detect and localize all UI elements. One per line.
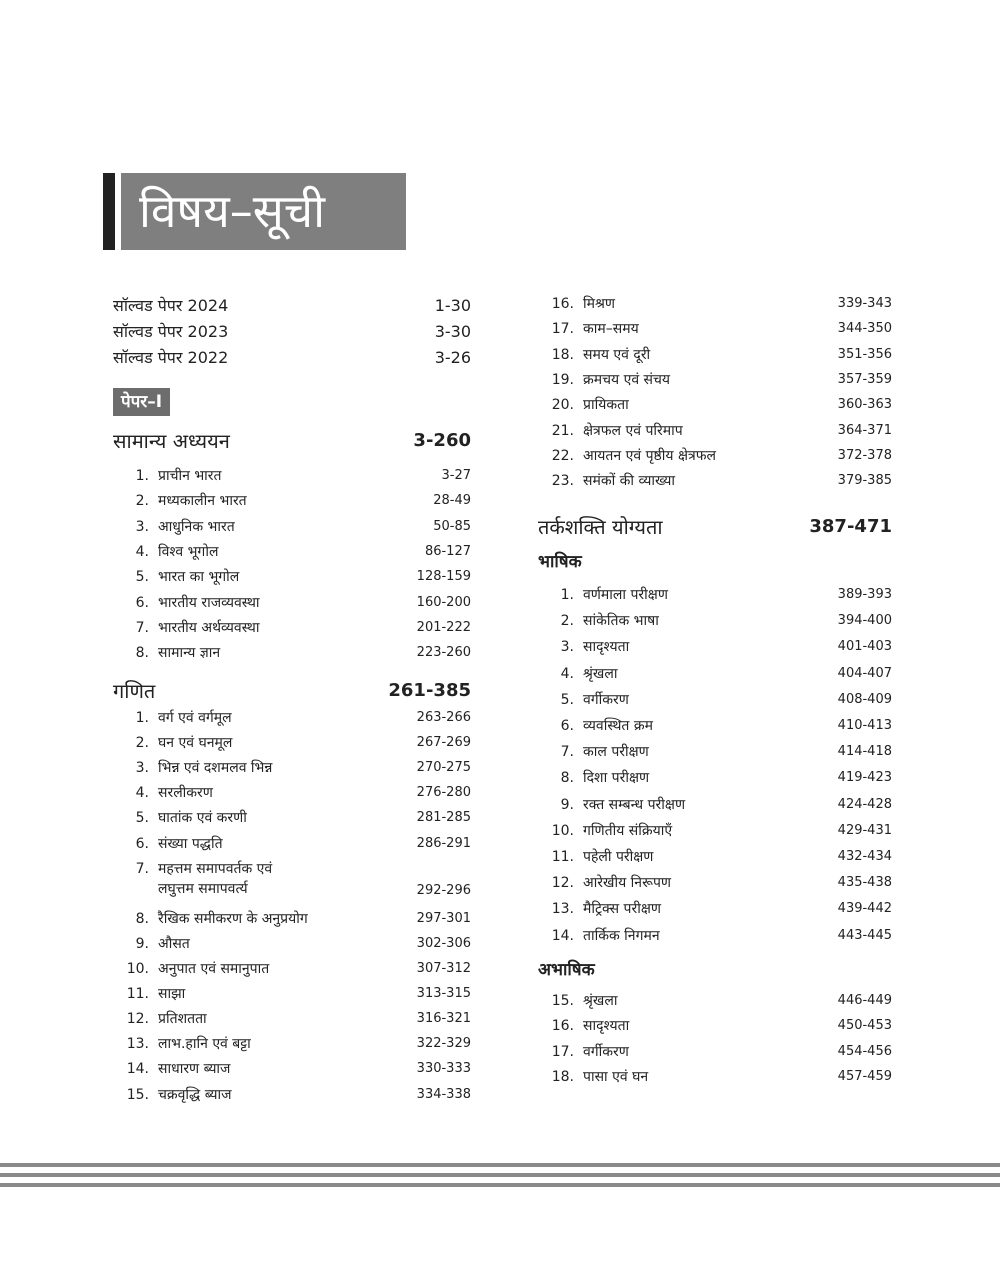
entry-number: 10. [551, 822, 574, 839]
toc-entry[interactable] [538, 469, 892, 493]
solved-paper-row[interactable] [113, 345, 471, 371]
toc-entry[interactable] [538, 419, 892, 443]
entry-label: भारत का भूगोल [158, 569, 240, 586]
solved-paper-label: सॉल्वड पेपर 2024 [113, 296, 229, 315]
entry-number: 15. [126, 1086, 149, 1103]
entry-number: 12. [126, 1011, 149, 1028]
toc-entry[interactable] [538, 793, 892, 817]
entry-number: 7. [135, 619, 149, 636]
toc-entry[interactable] [538, 1014, 892, 1038]
solved-paper-label: सॉल्वड पेपर 2023 [113, 322, 229, 341]
toc-entry[interactable] [113, 982, 471, 1006]
entry-label: रक्त सम्बन्ध परीक्षण [583, 796, 686, 813]
entry-label: वर्गीकरण [583, 1043, 629, 1060]
entry-pages: 292-296 [416, 882, 471, 898]
entry-number: 4. [135, 543, 149, 560]
toc-entry[interactable] [113, 806, 471, 830]
entry-pages: 443-445 [837, 927, 892, 943]
entry-number: 19. [551, 371, 574, 388]
entry-pages: 316-321 [416, 1011, 471, 1027]
entry-number: 16. [551, 1018, 574, 1035]
section-heading-maths[interactable] [113, 676, 471, 706]
entry-label-line: लघुत्तम समापवर्त्य [158, 880, 248, 897]
entry-number: 13. [551, 901, 574, 918]
entry-number: 4. [560, 665, 574, 682]
toc-entry[interactable] [538, 714, 892, 738]
entry-pages: 408-409 [837, 691, 892, 707]
solved-paper-label: सॉल्वड पेपर 2022 [113, 348, 229, 367]
entry-label: वर्गीकरण [583, 691, 629, 708]
toc-entry[interactable] [538, 897, 892, 921]
entry-label: संख्या पद्धति [158, 835, 223, 852]
paper-badge: पेपर–I [113, 388, 170, 416]
toc-entry[interactable] [538, 343, 892, 367]
entry-label: गणितीय संक्रियाएँ [583, 822, 673, 839]
page-title: विषय–सूची [121, 173, 406, 250]
entry-label: श्रृंखला [583, 993, 618, 1009]
entry-label: तार्किक निगमन [583, 927, 660, 944]
entry-number: 7. [135, 860, 149, 877]
entry-pages: 450-453 [837, 1018, 892, 1034]
entry-label: भारतीय राजव्यवस्था [158, 594, 260, 611]
entry-pages: 339-343 [837, 296, 892, 311]
entry-number: 3. [135, 518, 149, 535]
entry-number: 20. [551, 397, 574, 414]
entry-label: वर्ग एवं वर्गमूल [158, 710, 232, 726]
entry-number: 1. [135, 468, 149, 484]
entry-label: वर्णमाला परीक्षण [583, 587, 668, 603]
entry-label: साधारण ब्याज [158, 1061, 231, 1078]
toc-entry[interactable] [113, 706, 471, 730]
section-pages: 261-385 [388, 680, 471, 701]
entry-pages: 50-85 [433, 518, 471, 534]
entry-pages: 86-127 [424, 543, 471, 559]
entry-pages: 429-431 [837, 822, 892, 838]
entry-pages: 3-27 [441, 468, 471, 483]
entry-pages: 439-442 [837, 901, 892, 917]
entry-label: साझा [158, 986, 186, 1003]
entry-number: 6. [560, 718, 574, 734]
entry-label: प्राचीन भारत [158, 468, 222, 484]
toc-entry[interactable] [113, 832, 471, 856]
entry-pages: 201-222 [416, 619, 471, 635]
toc-entry[interactable] [538, 393, 892, 417]
entry-label: काम–समय [583, 321, 639, 338]
toc-entry[interactable] [538, 1065, 892, 1089]
entry-pages: 454-456 [837, 1043, 892, 1059]
entry-number: 10. [126, 961, 149, 977]
entry-pages: 419-423 [837, 770, 892, 786]
toc-entry[interactable] [113, 464, 471, 488]
entry-label: मिश्रण [583, 296, 616, 312]
entry-label: चक्रवृद्धि ब्याज [158, 1086, 232, 1103]
entry-pages: 286-291 [416, 835, 471, 851]
entry-label: मैट्रिक्स परीक्षण [583, 901, 661, 918]
entry-pages: 364-371 [837, 422, 892, 438]
toc-entry[interactable] [113, 1057, 471, 1081]
entry-label: मध्यकालीन भारत [158, 493, 247, 510]
toc-entry[interactable] [113, 781, 471, 805]
entry-label: औसत [158, 935, 190, 952]
toc-entry[interactable] [538, 740, 892, 764]
section-title: सामान्य अध्ययन [113, 429, 230, 453]
toc-entry[interactable] [113, 641, 471, 665]
toc-entry[interactable] [538, 766, 892, 790]
toc-entry[interactable] [538, 924, 892, 948]
section-title: तर्कशक्ति योग्यता [538, 515, 663, 539]
entry-label: घातांक एवं करणी [158, 810, 247, 827]
entry-number: 8. [135, 910, 149, 927]
entry-label: रैखिक समीकरण के अनुप्रयोग [158, 910, 308, 927]
toc-entry[interactable] [113, 515, 471, 539]
entry-pages: 389-393 [837, 587, 892, 602]
toc-entry[interactable] [538, 871, 892, 895]
toc-entry[interactable] [538, 819, 892, 843]
entry-label: क्षेत्रफल एवं परिमाप [583, 422, 683, 439]
entry-pages: 401-403 [837, 639, 892, 655]
entry-number: 16. [551, 296, 574, 312]
entry-number: 14. [126, 1061, 149, 1078]
entry-label: भिन्न एवं दशमलव भिन्न [158, 760, 273, 777]
entry-label: क्रमचय एवं संचय [583, 371, 671, 388]
toc-entry[interactable] [113, 489, 471, 513]
toc-entry[interactable] [113, 591, 471, 615]
entry-pages: 276-280 [416, 785, 471, 801]
toc-entry[interactable] [538, 583, 892, 607]
entry-pages: 357-359 [837, 371, 892, 387]
toc-entry[interactable] [113, 1007, 471, 1031]
entry-pages: 307-312 [416, 961, 471, 976]
entry-label: आयतन एवं पृष्ठीय क्षेत्रफल [583, 447, 717, 464]
solved-paper-pages: 3-30 [434, 322, 471, 341]
entry-number: 2. [135, 493, 149, 510]
entry-pages: 128-159 [416, 569, 471, 585]
toc-entry[interactable] [538, 609, 892, 633]
entry-number: 22. [551, 447, 574, 464]
subsection-title-nonverbal: अभाषिक [538, 960, 595, 980]
solved-paper-pages: 3-26 [434, 348, 471, 367]
toc-entry[interactable] [113, 857, 471, 905]
entry-number: 2. [560, 613, 574, 630]
entry-pages: 424-428 [837, 796, 892, 812]
entry-number: 7. [560, 744, 574, 761]
entry-label: काल परीक्षण [583, 744, 649, 761]
toc-entry[interactable] [538, 662, 892, 686]
entry-number: 21. [551, 422, 574, 439]
section-heading-reasoning[interactable] [538, 512, 892, 542]
subsection-title-verbal: भाषिक [538, 552, 582, 572]
entry-number: 1. [135, 710, 149, 726]
toc-entry[interactable] [113, 540, 471, 564]
entry-label: घन एवं घनमूल [158, 735, 233, 752]
entry-pages: 313-315 [416, 986, 471, 1002]
entry-pages: 223-260 [416, 645, 471, 661]
entry-pages: 281-285 [416, 810, 471, 826]
entry-label: समय एवं दूरी [583, 346, 651, 363]
entry-pages: 160-200 [416, 594, 471, 610]
entry-pages: 457-459 [837, 1068, 892, 1084]
entry-pages: 394-400 [837, 613, 892, 629]
entry-pages: 360-363 [837, 397, 892, 413]
toc-entry[interactable] [538, 292, 892, 316]
entry-pages: 351-356 [837, 346, 892, 362]
toc-entry[interactable] [538, 444, 892, 468]
entry-label: आधुनिक भारत [158, 518, 235, 535]
entry-number: 11. [126, 986, 149, 1003]
entry-number: 18. [551, 1068, 574, 1085]
entry-number: 23. [551, 473, 574, 490]
entry-number: 8. [135, 645, 149, 662]
entry-number: 3. [135, 760, 149, 777]
toc-entry[interactable] [113, 756, 471, 780]
entry-label: सरलीकरण [158, 785, 213, 802]
entry-number: 8. [560, 770, 574, 787]
toc-entry[interactable] [538, 845, 892, 869]
entry-number: 12. [551, 875, 574, 892]
section-pages: 3-260 [413, 430, 471, 451]
solved-paper-row[interactable] [113, 293, 471, 319]
toc-entry[interactable] [113, 957, 471, 981]
entry-label [158, 859, 272, 899]
entry-number: 15. [551, 993, 574, 1009]
entry-number: 5. [135, 810, 149, 827]
solved-paper-row[interactable] [113, 319, 471, 345]
entry-label: दिशा परीक्षण [583, 770, 650, 787]
entry-pages: 372-378 [837, 447, 892, 463]
entry-pages: 432-434 [837, 849, 892, 864]
entry-label: आरेखीय निरूपण [583, 875, 672, 892]
toc-entry[interactable] [113, 1083, 471, 1107]
entry-pages: 267-269 [416, 735, 471, 751]
toc-entry[interactable] [538, 368, 892, 392]
entry-label: लाभ.हानि एवं बट्टा [158, 1036, 251, 1053]
entry-pages: 344-350 [837, 321, 892, 337]
entry-number: 9. [135, 935, 149, 952]
section-pages: 387-471 [809, 516, 892, 537]
entry-label: पासा एवं घन [583, 1068, 649, 1085]
entry-label: व्यवस्थित क्रम [583, 718, 653, 734]
toc-entry[interactable] [113, 1032, 471, 1056]
entry-number: 3. [560, 639, 574, 656]
entry-label: सांकेतिक भाषा [583, 613, 659, 630]
toc-entry[interactable] [538, 635, 892, 659]
entry-pages: 263-266 [416, 710, 471, 725]
entry-number: 1. [560, 587, 574, 603]
entry-number: 5. [560, 691, 574, 708]
entry-pages: 379-385 [837, 473, 892, 489]
entry-number: 5. [135, 569, 149, 586]
entry-number: 18. [551, 346, 574, 363]
entry-label: सादृश्यता [583, 1018, 630, 1035]
toc-entry[interactable] [538, 1040, 892, 1064]
entry-label: श्रृंखला [583, 665, 618, 682]
entry-pages: 322-329 [416, 1036, 471, 1052]
toc-entry[interactable] [113, 616, 471, 640]
toc-entry[interactable] [113, 565, 471, 589]
entry-label: प्रतिशतता [158, 1011, 207, 1028]
entry-pages: 446-449 [837, 993, 892, 1008]
entry-pages: 302-306 [416, 935, 471, 951]
entry-number: 14. [551, 927, 574, 944]
entry-pages: 270-275 [416, 760, 471, 776]
entry-label-line: महत्तम समापवर्तक एवं [158, 860, 273, 877]
toc-entry[interactable] [538, 989, 892, 1013]
toc-entry[interactable] [113, 907, 471, 931]
entry-label: प्रायिकता [583, 397, 629, 414]
entry-number: 11. [551, 849, 574, 865]
entry-number: 17. [551, 1043, 574, 1060]
entry-label: विश्व भूगोल [158, 543, 219, 560]
entry-number: 13. [126, 1036, 149, 1053]
entry-label: भारतीय अर्थव्यवस्था [158, 619, 260, 636]
entry-number: 17. [551, 321, 574, 338]
entry-pages: 435-438 [837, 875, 892, 891]
section-title: गणित [113, 679, 156, 703]
toc-entry[interactable] [538, 688, 892, 712]
toc-entry[interactable] [538, 317, 892, 341]
entry-pages: 330-333 [416, 1061, 471, 1077]
entry-label: सामान्य ज्ञान [158, 645, 221, 662]
entry-label: पहेली परीक्षण [583, 849, 654, 865]
entry-pages: 297-301 [416, 910, 471, 926]
entry-pages: 334-338 [416, 1086, 471, 1102]
entry-number: 9. [560, 796, 574, 813]
entry-label: समंकों की व्याख्या [583, 473, 675, 490]
entry-number: 2. [135, 735, 149, 752]
entry-label: सादृश्यता [583, 639, 630, 656]
entry-number: 4. [135, 785, 149, 802]
entry-number: 6. [135, 835, 149, 852]
footer-stripes [0, 1163, 1000, 1193]
entry-number: 6. [135, 594, 149, 611]
entry-label: अनुपात एवं समानुपात [158, 961, 270, 977]
toc-entry[interactable] [113, 731, 471, 755]
solved-paper-pages: 1-30 [434, 296, 471, 315]
entry-pages: 414-418 [837, 744, 892, 760]
toc-entry[interactable] [113, 932, 471, 956]
entry-pages: 404-407 [837, 665, 892, 681]
section-heading-general-studies[interactable] [113, 426, 471, 456]
title-accent-bar [103, 173, 115, 250]
entry-pages: 28-49 [433, 493, 471, 509]
entry-pages: 410-413 [837, 718, 892, 733]
